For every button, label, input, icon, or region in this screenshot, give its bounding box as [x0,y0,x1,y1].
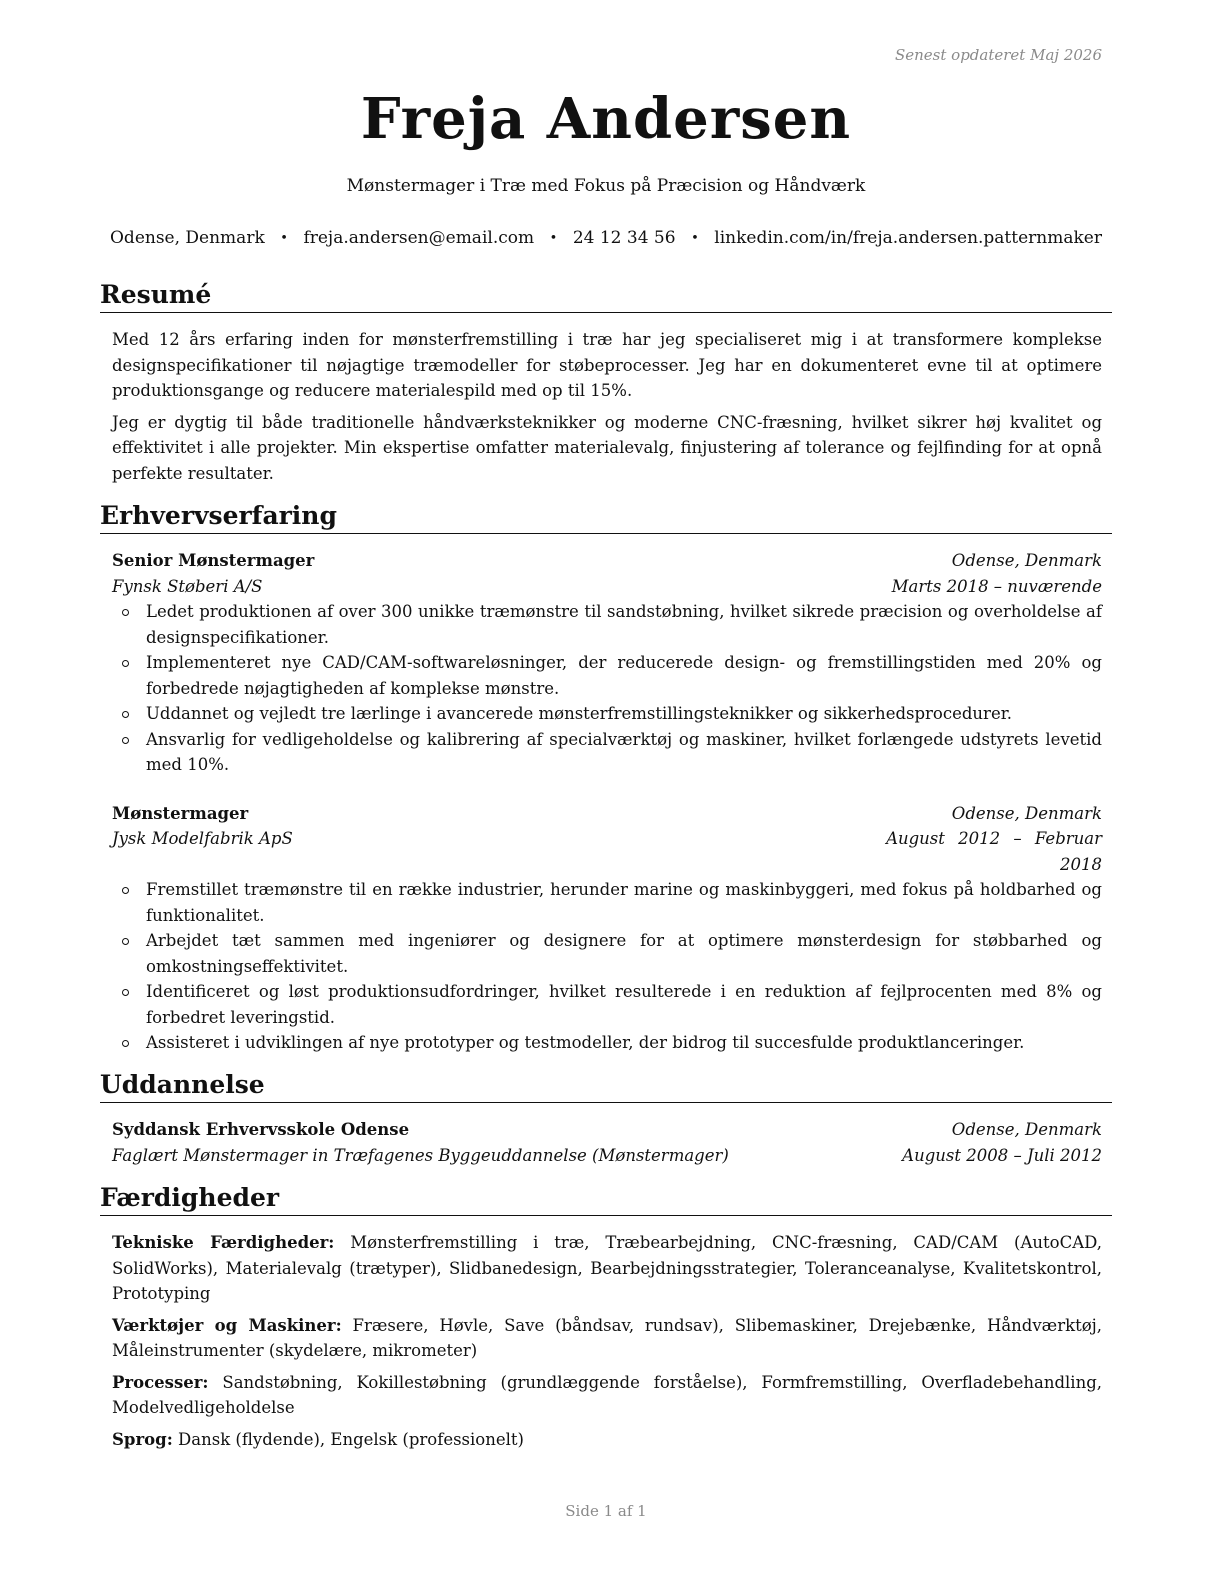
list-item: Fremstillet træmønstre til en række industrier, herunder marine og maskinbyggeri, med fokus på holdbarhed og funktionalitet. [112,877,1102,928]
job-role: Mønstermager [112,803,249,823]
summary-body [100,327,1112,486]
job-bullets [112,599,1102,778]
contact-line [110,228,1102,248]
section-title-education: Uddannelse [100,1070,1112,1103]
last-updated: Senest opdateret Maj 2026 [894,46,1102,64]
contact-phone: 24 12 34 56 [572,228,676,248]
section-title-summary: Resumé [100,280,1112,313]
summary-paragraph: Jeg er dygtig til både traditionelle håndværksteknikker og moderne CNC-fræsning, hvilket sikrer høj kvalitet og effektivitet i alle projekter. Min ekspertise omfatter materialevalg, finjustering af tolerance og fejlfinding for at opnå perfekte resultater. [112,412,1102,483]
page-number: Side 1 af 1 [565,1502,647,1520]
separator-dot: • [280,230,288,246]
skill-group: Tekniske Færdigheder: Mønsterfremstilling i træ, Træbearbejdning, CNC-fræsning, CAD/CAM (AutoCAD, SolidWorks), Materialevalg (trætyper), Slidbanedesign, Bearbejdningsstrategier, Toleranceanalyse, Kvalitetskontrol, Prototyping [112,1233,1103,1303]
education-location: Odense, Denmark [951,1120,1102,1139]
skill-group: Processer: Sandstøbning, Kokillestøbning (grundlæggende forståelse), Formfremstilling, Overfladebehandling, Modelvedligeholdelse [112,1372,1103,1417]
candidate-name: Freja Andersen [360,86,852,152]
section-title-experience: Erhvervserfaring [100,501,1112,534]
list-item: Assisteret i udviklingen af nye prototyper og testmodeller, der bidrog til succesfulde produktlanceringer. [112,1030,1102,1056]
skills-body [100,1230,1112,1452]
job-role: Senior Mønstermager [112,551,315,570]
job-company: Jysk Modelfabrik ApS [112,829,293,848]
separator-dot: • [549,230,558,246]
job-entry [100,801,1112,1056]
list-item: Implementeret nye CAD/CAM-softwareløsninger, der reducerede design- og fremstillingstiden med 20% og forbedrede nøjagtigheden af komplekse mønstre. [112,650,1102,701]
list-item: Uddannet og vejledt tre lærlinge i avancerede mønsterfremstillingsteknikker og sikkerhedsprocedurer. [112,701,1102,727]
list-item: Ansvarlig for vedligeholdelse og kalibrering af specialværktøj og maskiner, hvilket forlængede udstyrets levetid med 10%. [112,727,1102,778]
job-entry [100,548,1112,778]
education-entry [100,1117,1112,1168]
experience-section [100,501,1112,1056]
list-item: Identificeret og løst produktionsudfordringer, hvilket resulterede i en reduktion af fejlprocenten med 8% og forbedret leveringstid. [112,979,1102,1030]
education-section [100,1070,1112,1168]
job-location: Odense, Denmark [951,551,1102,570]
education-school: Syddansk Erhvervsskole Odense [112,1120,410,1139]
education-dates: August 2008 – Juli 2012 [902,1145,1102,1165]
list-item: Ledet produktionen af over 300 unikke træmønstre til sandstøbning, hvilket sikrede præcision og overholdelse af designspecifikationer. [112,599,1102,650]
contact-location: Odense, Denmark [110,228,265,248]
summary-paragraph: Med 12 års erfaring inden for mønsterfremstilling i træ har jeg specialiseret mig i at transformere komplekse designspecifikationer til nøjagtige træmodeller for støbeprocesser. Jeg har en dokumenteret evne til at optimere produktionsgange og reducere materialespild med op til 15%. [112,330,1102,400]
tagline: Mønstermager i Træ med Fokus på Præcision og Håndværk [346,176,866,196]
skill-group: Værktøjer og Maskiner: Fræsere, Høvle, Save (båndsav, rundsav), Slibemaskiner, Drejebænke, Håndværktøj, Måleinstrumenter (skydelære, mikrometer) [112,1315,1102,1360]
skills-section [100,1183,1112,1452]
list-item: Arbejdet tæt sammen med ingeniører og designere for at optimere mønsterdesign for støbbarhed og omkostningseffektivitet. [112,928,1102,979]
job-location: Odense, Denmark [951,803,1102,823]
contact-linkedin[interactable]: linkedin.com/in/freja.andersen.patternmaker [714,228,1102,248]
job-dates: Marts 2018 – nuværende [891,576,1102,596]
job-bullets [112,877,1102,1056]
section-title-skills: Færdigheder [100,1183,1112,1216]
job-company: Fynsk Støberi A/S [112,576,263,596]
separator-dot: • [691,230,699,246]
job-dates: August 2012 – Februar [886,829,1102,848]
education-degree: Faglært Mønstermager in Træfagenes Byggeuddannelse (Mønstermager) [112,1145,729,1165]
summary-section [100,280,1112,486]
skill-group: Sprog: Dansk (flydende), Engelsk (professionelt) [112,1429,524,1449]
contact-email[interactable]: freja.andersen@email.com [303,228,535,248]
job-dates-continued: 2018 [1060,854,1102,874]
resume-page [100,0,1112,1584]
